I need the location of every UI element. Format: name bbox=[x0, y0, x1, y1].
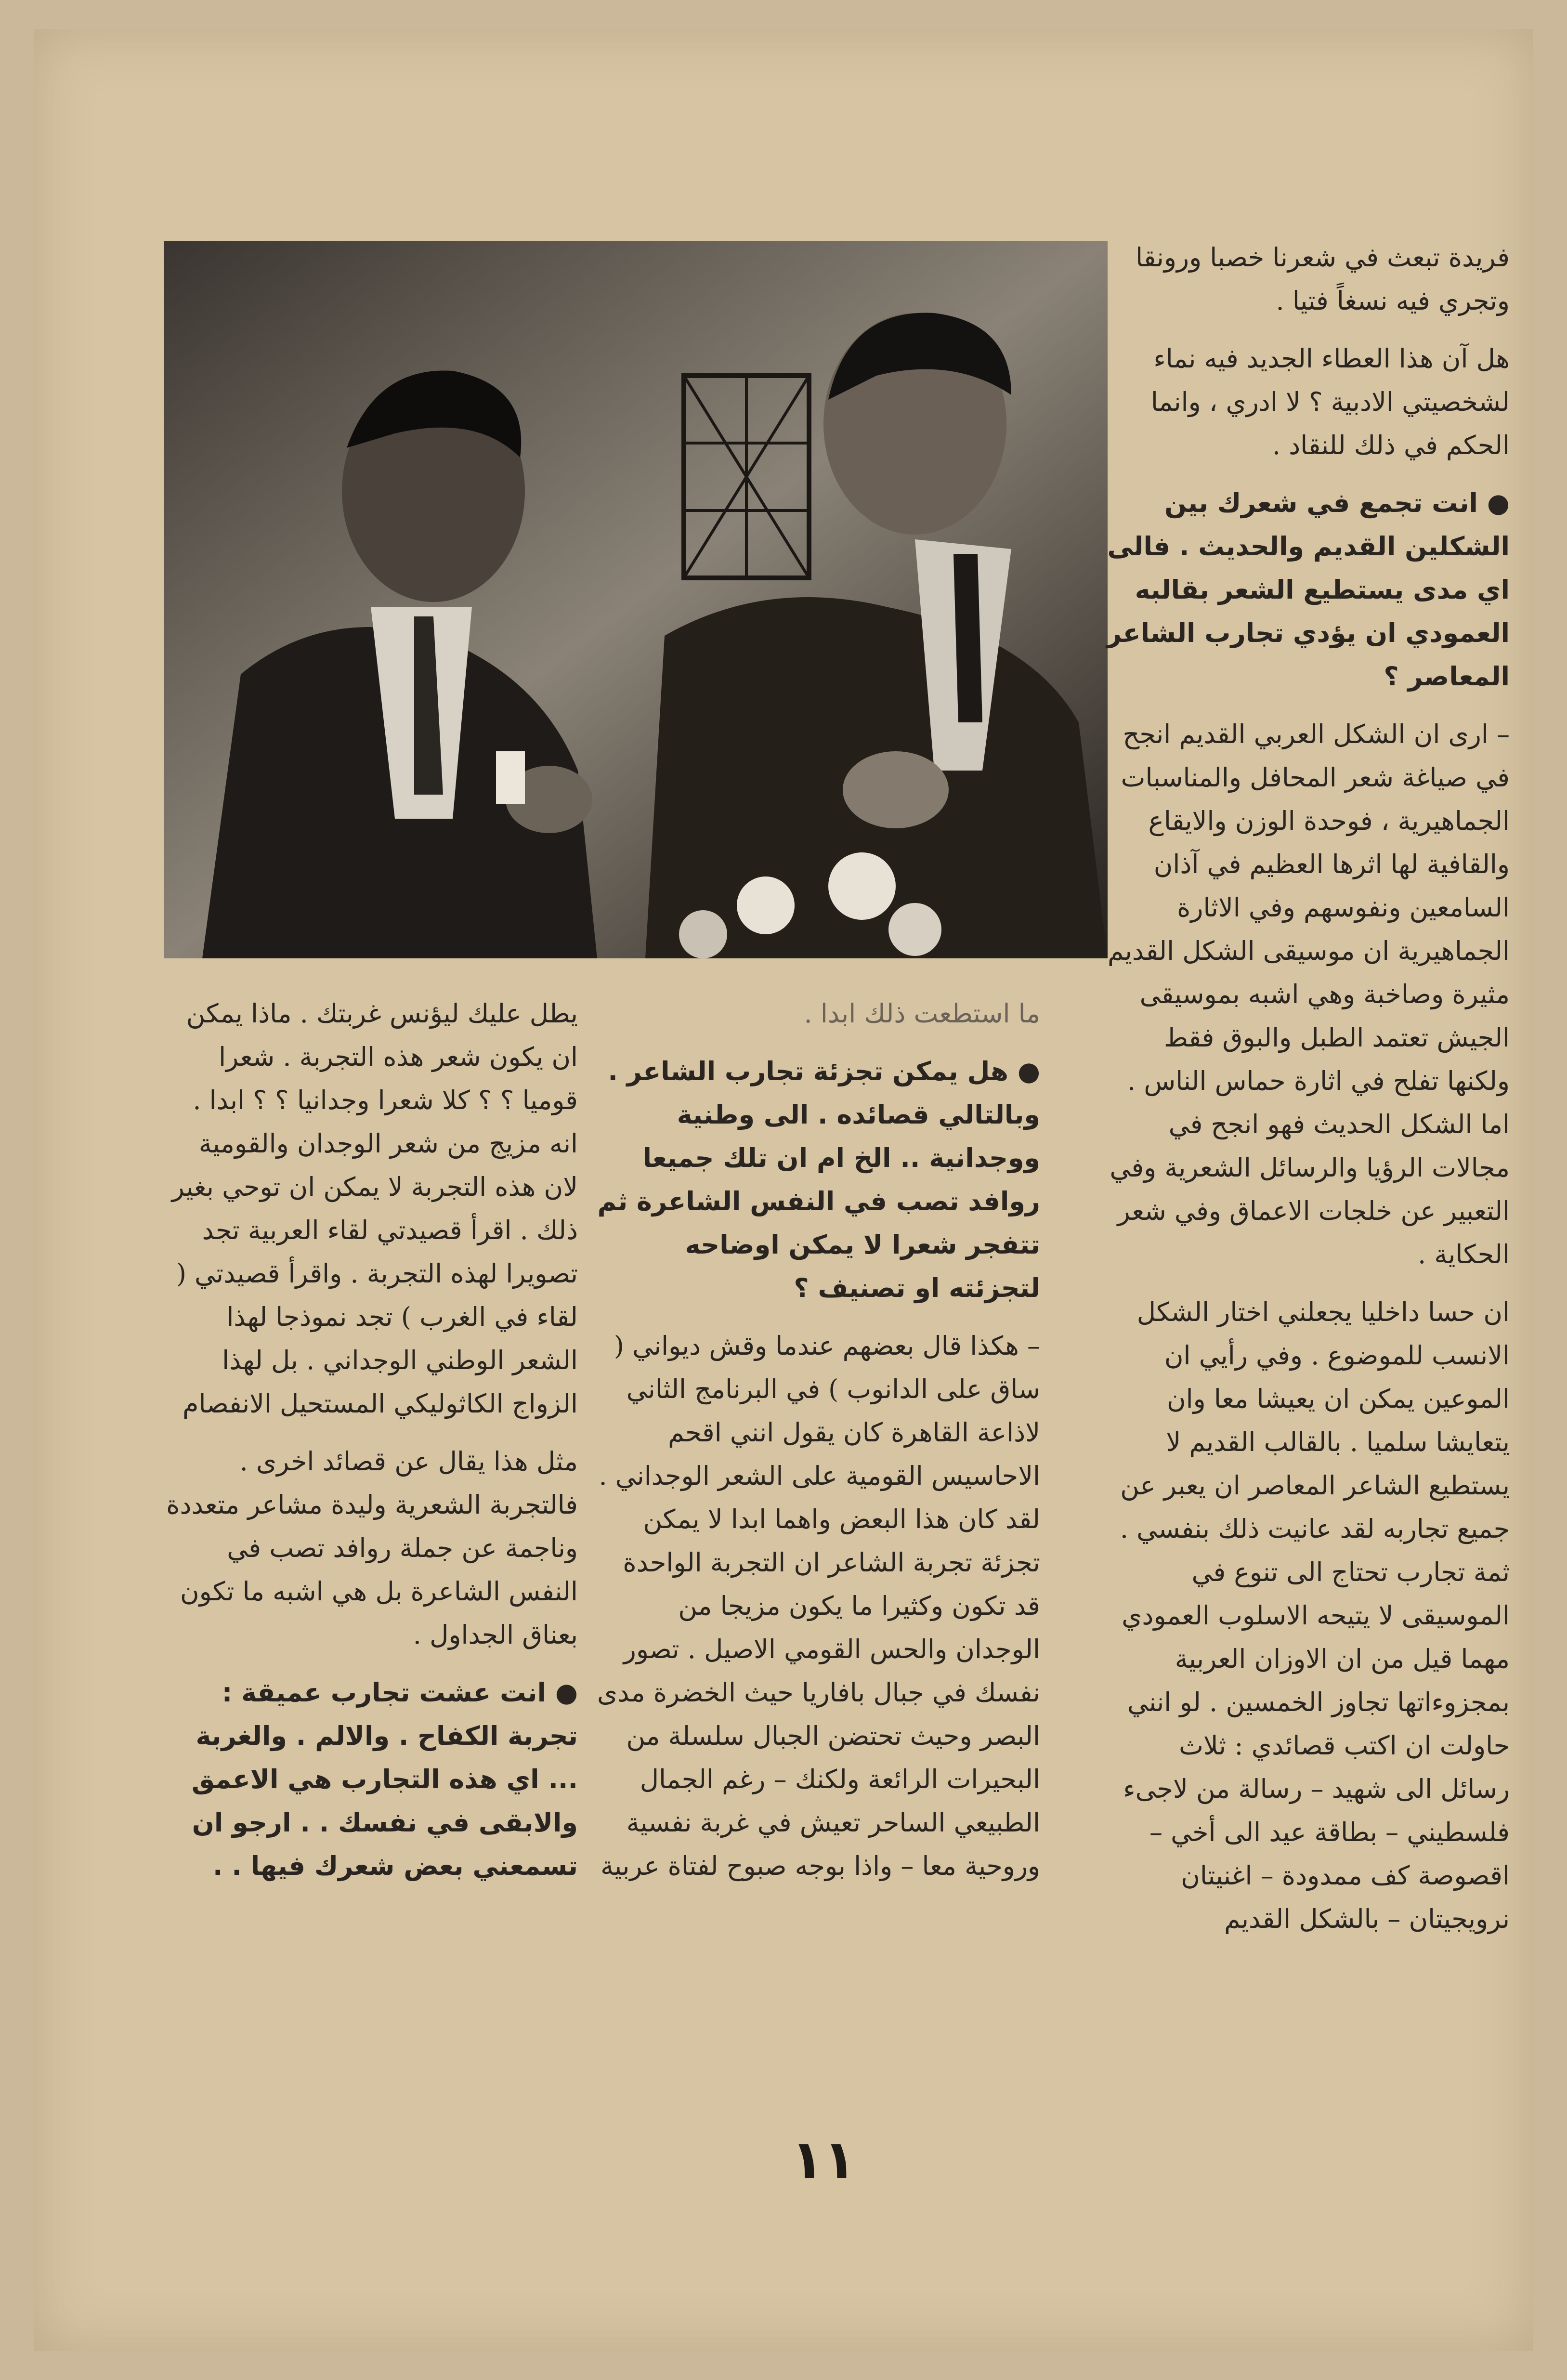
interview-question: ● انت عشت تجارب عميقة : تجربة الكفاح . والالم . والغربة ... اي هذه التجارب هي الاعمق والابقى في نفسك . . ارجو ان تسمعني بعض شعرك فيها . . bbox=[192, 1677, 578, 1881]
left-text-column bbox=[164, 992, 578, 1902]
paragraph: فريدة تبعث في شعرنا خصبا ورونقا وتجري فيه نسغاً فتيا . bbox=[1136, 242, 1510, 316]
right-text-column bbox=[1105, 236, 1510, 1955]
magazine-page bbox=[34, 29, 1533, 2351]
photograph bbox=[164, 241, 1108, 958]
paragraph: يطل عليك ليؤنس غربتك . ماذا يمكن ان يكون شعر هذه التجربة . شعرا قوميا ؟ ؟ كلا شعرا وجدانيا ؟ ؟ ابدا . انه مزيج من شعر الوجدان والقومية لان هذه التجربة لا يمكن ان توحي بغير ذلك . اقرأ قصيدتي لقاء العربية تجد تصويرا لهذه التجربة . واقرأ قصيدتي ( لقاء في الغرب ) تجد نموذجا لهذا الشعر الوطني الوجداني . بل لهذا الزواج الكاثوليكي المستحيل الانفصام bbox=[171, 998, 578, 1419]
interview-question: ● انت تجمع في شعرك بين الشكلين القديم والحديث . فالى اي مدى يستطيع الشعر بقالبه العمودي ان يؤدي تجارب الشاعر المعاصر ؟ bbox=[1107, 488, 1510, 692]
paragraph: – ارى ان الشكل العربي القديم انجح في صياغة شعر المحافل والمناسبات الجماهيرية ، فوحدة الوزن والايقاع والقافية لها اثرها العظيم في آذان السامعين ونفوسهم وفي الاثارة الجماهيرية ان موسيقى الشكل القديم مثيرة وصاخبة وهي اشبه بموسيقى الجيش تعتمد الطبل والبوق فقط ولكنها تفلح في اثارة حماس الناس . اما الشكل الحديث فهو انجح في مجالات الرؤيا والرسائل الشعرية وفي التعبير عن خلجات الاعماق وفي شعر الحكاية . bbox=[1108, 719, 1510, 1269]
paragraph: ان حسا داخليا يجعلني اختار الشكل الانسب للموضوع . وفي رأيي ان الموعين يمكن ان يعيشا معا وان يتعايشا سلميا . بالقالب القديم لا يستطيع الشاعر المعاصر ان يعبر عن جميع تجاربه لقد عانيت ذلك بنفسي . ثمة تجارب تحتاج الى تنوع في الموسيقى لا يتيحه الاسلوب العمودي مهما قيل من ان الاوزان العربية بمجزوءاتها تجاوز الخمسين . لو انني حاولت ان اكتب قصائدي : ثلاث رسائل الى شهيد – رسالة من لاجىء فلسطيني – بطاقة عيد الى أخي – اقصوصة كف ممدودة – اغنيتان نرويجيتان – بالشكل القديم bbox=[1120, 1297, 1510, 1934]
paragraph: مثل هذا يقال عن قصائد اخرى . فالتجربة الشعرية وليدة مشاعر متعددة وناجمة عن جملة روافد تصب في النفس الشاعرة بل هي اشبه ما تكون بعناق الجداول . bbox=[166, 1446, 578, 1650]
interview-question: ● هل يمكن تجزئة تجارب الشاعر . وبالتالي قصائده . الى وطنية ووجدانية .. الخ ام ان تلك جميعا روافد تصب في النفس الشاعرة ثم تتفجر شعرا لا يمكن اوضاحه لتجزئته او تصنيف ؟ bbox=[597, 1056, 1040, 1303]
paragraph: هل آن هذا العطاء الجديد فيه نماء لشخصيتي الادبية ؟ لا ادري ، وانما الحكم في ذلك للنقاد . bbox=[1150, 343, 1510, 460]
middle-text-column bbox=[597, 992, 1040, 1902]
paragraph: ما استطعت ذلك ابدا . bbox=[804, 998, 1040, 1029]
photograph-two-men-icon bbox=[164, 241, 1108, 958]
page-number: ١١ bbox=[791, 2129, 856, 2190]
paragraph: – هكذا قال بعضهم عندما وقش ديواني ( ساق على الدانوب ) في البرنامج الثاني لاذاعة القاهرة كان يقول انني اقحم الاحاسيس القومية على الشعر الوجداني . لقد كان هذا البعض واهما ابدا لا يمكن تجزئة تجربة الشاعر ان التجربة الواحدة قد تكون وكثيرا ما يكون مزيجا من الوجدان والحس القومي الاصيل . تصور نفسك في جبال بافاريا حيث الخضرة مدى البصر وحيث تحتضن الجبال سلسلة من البحيرات الرائعة ولكنك – رغم الجمال الطبيعي الساحر تعيش في غربة نفسية وروحية معا – واذا بوجه صبوح لفتاة عربية bbox=[597, 1331, 1040, 1881]
